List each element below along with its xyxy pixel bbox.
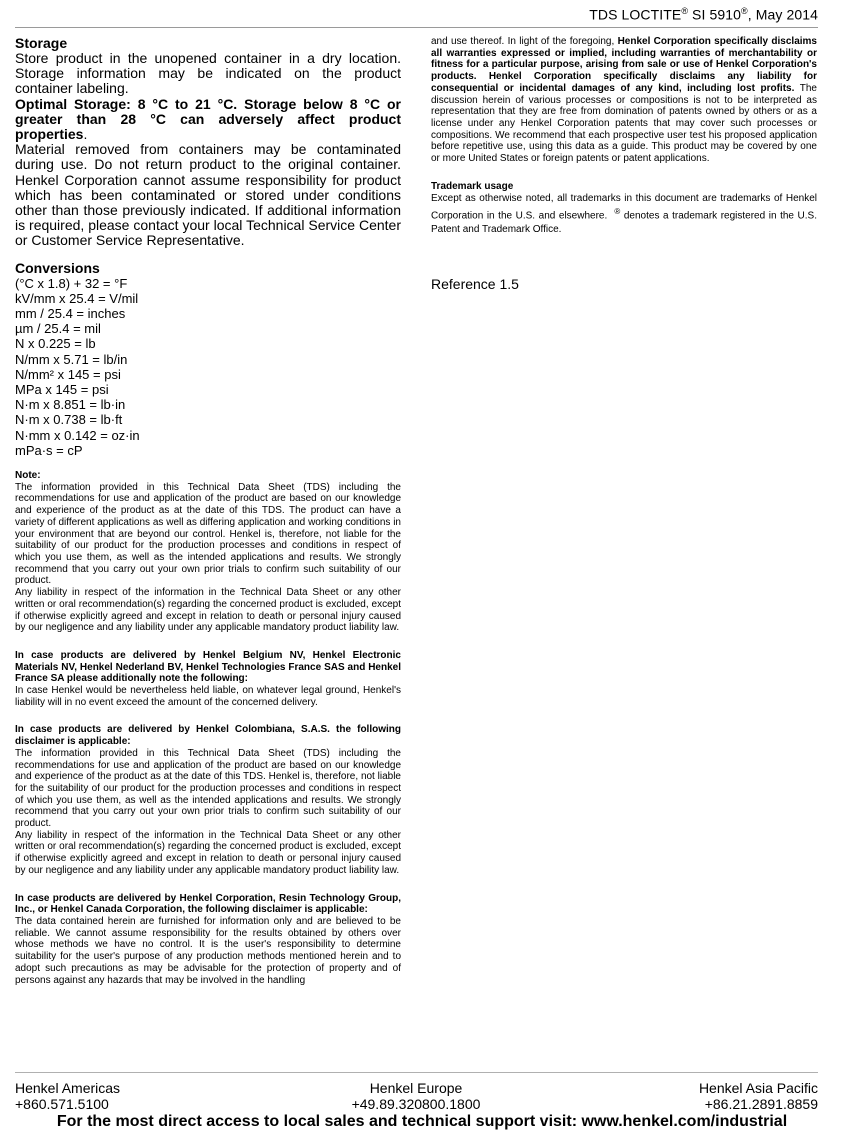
colombia-liability-paragraph: Any liability in respect of the information in the Technical Data Sheet or any other written or oral recommendation(s) regarding the concerned product is excluded, except if otherwise explicitly agreed and except in relation to death or personal injury caused by our negligence and any liability under any applicable mandatory product liability law. xyxy=(15,829,401,876)
spacer xyxy=(15,634,401,650)
asia-name: Henkel Asia Pacific xyxy=(698,1080,818,1096)
trademark-paragraph xyxy=(431,192,817,235)
conversion-item: N·mm x 0.142 = oz·in xyxy=(15,427,140,443)
storage-paragraph: Store product in the unopened container in a dry location. Storage information may be indicated on the product container labeling. xyxy=(15,50,401,97)
storage-contamination-paragraph: Material removed from containers may be contaminated during use. Do not return product to the original container. Henkel Corporation cannot assume responsibility for product which has been contaminated or stored under conditions other than those previously indicated. If additional information is required, please contact your local Technical Service Center or Customer Service Representative. xyxy=(15,141,401,249)
corporation-disclaimer-continuation xyxy=(431,36,817,165)
corporation-disclaimer-paragraph: The data contained herein are furnished for information only and are believed to be reliable. We cannot assume responsibility for the results obtained by others over whose methods we have no control. It is the user's responsibility to determine suitability for the user's purpose of any production methods mentioned herein and to adopt such precautions as may be advisable for the protection of property and of persons against any hazards that may be involved in the handling xyxy=(15,915,401,986)
spacer xyxy=(431,236,817,276)
trademark-heading: Trademark usage xyxy=(431,180,514,192)
conversion-item: N x 0.225 = lb xyxy=(15,336,96,352)
header-product: TDS LOCTITE xyxy=(589,6,682,23)
continuation-text: and use thereof. In light of the foregoing, xyxy=(431,36,618,47)
trademark-text: Except as otherwise noted, all trademarks in this document are trademarks of Henkel Corporation in the U.S. and elsewhere. xyxy=(431,193,817,222)
conversion-item: N·m x 8.851 = lb·in xyxy=(15,397,126,413)
europe-phone: +49.89.320800.1800 xyxy=(351,1096,481,1112)
spacer xyxy=(15,458,401,470)
footer-europe xyxy=(300,1080,532,1112)
storage-heading: Storage xyxy=(15,35,68,51)
footer-asia xyxy=(699,1080,818,1112)
warranty-disclaimer-bold: Henkel Corporation specifically disclaims all warranties expressed or implied, including warranties of merchantability or fitness for a particular purpose, arising from sale or use of Henkel Corporation's products. Henkel Corporation specifically disclaims any liability for consequential or incidental damages of any kind, including lost profits. xyxy=(431,36,817,94)
left-column xyxy=(15,36,401,986)
registered-mark: ® xyxy=(681,6,689,16)
optimal-storage-end: . xyxy=(83,126,88,143)
footer-americas xyxy=(15,1080,120,1112)
conversion-item: N·m x 0.738 = lb·ft xyxy=(15,412,123,428)
footer-rule xyxy=(15,1072,818,1073)
corporation-disclaimer-heading: In case products are delivered by Henkel Corporation, Resin Technology Group, Inc., or Henkel Canada Corporation, the following disclaimer is applicable: xyxy=(15,892,401,916)
header-rule xyxy=(15,27,818,28)
conversions-heading: Conversions xyxy=(15,259,100,276)
conversion-item: mPa·s = cP xyxy=(15,442,83,458)
optimal-storage-bold: Optimal Storage: 8 °C to 21 °C. Storage below 8 °C or greater than 28 °C can adversely affect product properties xyxy=(15,95,401,143)
spacer xyxy=(15,249,401,261)
right-column xyxy=(431,36,817,292)
belgium-disclaimer-heading: In case products are delivered by Henkel Belgium NV, Henkel Electronic Materials NV, Henkel Nederland BV, Henkel Technologies France SAS and Henkel France SA please additionally note the following: xyxy=(15,649,401,685)
conversion-item: (°C x 1.8) + 32 = °F xyxy=(15,275,128,291)
support-visit-line: For the most direct access to local sales and technical support visit: www.henkel.com/industrial xyxy=(56,1113,788,1130)
belgium-disclaimer-paragraph: In case Henkel would be nevertheless held liable, on whatever legal ground, Henkel's liability will in no event exceed the amount of the concerned delivery. xyxy=(15,685,401,708)
conversion-item: N/mm² x 145 = psi xyxy=(15,366,121,382)
europe-name: Henkel Europe xyxy=(369,1080,463,1096)
colombia-disclaimer-paragraph: The information provided in this Technical Data Sheet (TDS) including the recommendations for use and application of the product are based on our knowledge and experience of the product as at the date of this TDS. Henkel is, therefore, not liable for the suitability of our product for the production processes and conditions in respect of which you use them, as well as the intended applications and results. We strongly recommend that you carry out your own prior trials to confirm such suitability of our product. xyxy=(15,747,401,830)
registered-mark: ® xyxy=(741,6,748,16)
trademark-text-end: denotes a trademark registered in the U.S. Patent and Trademark Office. xyxy=(431,210,818,235)
reference-number: Reference 1.5 xyxy=(431,275,519,292)
header-date: , May 2014 xyxy=(747,6,818,23)
note-heading: Note: xyxy=(15,470,41,482)
document-header xyxy=(589,6,818,23)
conversion-item: µm / 25.4 = mil xyxy=(15,321,101,337)
spacer xyxy=(15,877,401,893)
spacer xyxy=(431,165,817,181)
spacer xyxy=(15,708,401,724)
note-paragraph: The information provided in this Technical Data Sheet (TDS) including the recommendations for use and application of the product are based on our knowledge and experience of the product as at the date of this TDS. The product can have a variety of different applications as well as differing application and working conditions in your environment that are beyond our control. Henkel is, therefore, not liable for the suitability of our product for the production processes and conditions in respect of which you use them, as well as the intended applications and results. We strongly recommend that you carry out your own prior trials to confirm such suitability of our product. xyxy=(15,481,401,587)
americas-phone: +860.571.5100 xyxy=(15,1096,109,1112)
conversion-item: mm / 25.4 = inches xyxy=(15,306,126,322)
note-liability-paragraph: Any liability in respect of the information in the Technical Data Sheet or any other written or oral recommendation(s) regarding the concerned product is excluded, except if otherwise explicitly agreed and except in relation to death or personal injury caused by our negligence and any liability under any applicable mandatory product liability law. xyxy=(15,587,401,634)
header-product-name: SI 5910 xyxy=(688,6,741,23)
registered-mark: ® xyxy=(614,207,621,217)
conversion-item: N/mm x 5.71 = lb/in xyxy=(15,351,128,367)
optimal-storage xyxy=(15,97,401,143)
conversion-item: kV/mm x 25.4 = V/mil xyxy=(15,290,139,306)
conversion-item: MPa x 145 = psi xyxy=(15,382,109,398)
patent-text: The discussion herein of various processes or compositions is not to be interpreted as representation that they are free from domination of patents owned by others or as a license under any Henkel Corporation patents that may cover such processes or compositions. We recommend that each prospective user test his proposed application before repetitive use, using this data as a guide. This product may be covered by one or more United States or foreign patents or patent applications. xyxy=(431,82,817,165)
colombia-disclaimer-heading: In case products are delivered by Henkel Colombiana, S.A.S. the following disclaimer is applicable: xyxy=(15,724,401,748)
americas-name: Henkel Americas xyxy=(15,1080,121,1096)
asia-phone: +86.21.2891.8859 xyxy=(704,1096,818,1112)
